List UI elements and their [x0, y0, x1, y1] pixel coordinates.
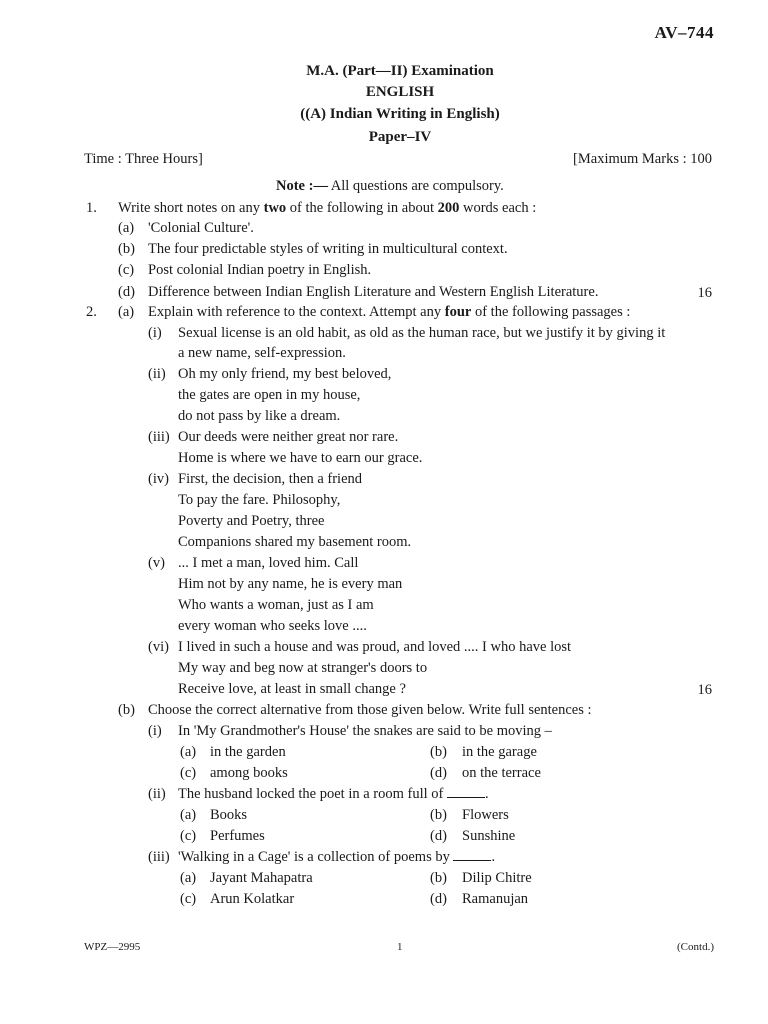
mcq-option-label: (b) — [430, 807, 447, 823]
q1-text: Write short notes on any two of the following in about 200 words each : — [118, 200, 537, 216]
mcq-option-label: (d) — [430, 891, 447, 907]
mcq-label: (i) — [148, 723, 162, 739]
mcq-option-label: (d) — [430, 828, 447, 844]
q1-item-label: (d) — [118, 284, 135, 300]
answer-blank — [447, 785, 485, 798]
passage-label: (iv) — [148, 471, 169, 487]
mcq-option-text: Jayant Mahapatra — [210, 870, 313, 886]
mcq-option-text: Perfumes — [210, 828, 265, 844]
q2a-marks: 16 — [697, 682, 712, 698]
mcq-option-text: on the terrace — [462, 765, 541, 781]
mcq-option-text: Ramanujan — [462, 891, 529, 907]
passage-label: (i) — [148, 325, 162, 341]
mcq-option-label: (b) — [430, 744, 447, 760]
passage-label: (ii) — [148, 366, 166, 382]
mcq-option-text: Dilip Chitre — [462, 870, 532, 886]
continued-label: (Contd.) — [677, 941, 714, 953]
q2a-label: (a) — [118, 304, 135, 320]
q1-item-text: Difference between Indian English Literature and Western English Literature. — [148, 284, 599, 300]
time-allowed: Time : Three Hours] — [84, 151, 203, 167]
mcq-option-label: (a) — [180, 870, 197, 886]
mcq-option-text: in the garage — [462, 744, 537, 760]
mcq-option-text: Arun Kolatkar — [210, 891, 295, 907]
q1-item-label: (a) — [118, 220, 135, 236]
mcq-option-label: (c) — [180, 828, 197, 844]
q2b-text: Choose the correct alternative from those given below. Write full sentences : — [148, 702, 592, 718]
passage-line: Sexual license is an old habit, as old as the human race, but we justify it by giving it — [178, 325, 666, 341]
q1-marks: 16 — [697, 285, 712, 301]
q1-item-label: (c) — [118, 262, 135, 278]
passage-line: a new name, self-expression. — [178, 345, 346, 361]
subject-title: ENGLISH — [365, 84, 435, 100]
passage-label: (v) — [148, 555, 165, 571]
paper-title: ((A) Indian Writing in English) — [300, 106, 500, 122]
passage-line: My way and beg now at stranger's doors to — [178, 660, 428, 676]
paper-number: Paper–IV — [368, 129, 432, 145]
answer-blank — [453, 848, 491, 861]
exam-title: M.A. (Part—II) Examination — [306, 63, 494, 79]
mcq-label: (ii) — [148, 786, 166, 802]
passage-line: Him not by any name, he is every man — [178, 576, 403, 592]
passage-line: Companions shared my basement room. — [178, 534, 412, 550]
passage-line: Poverty and Poetry, three — [178, 513, 325, 529]
passage-line: Receive love, at least in small change ? — [178, 681, 406, 697]
q2-number: 2. — [86, 304, 97, 320]
q2b-label: (b) — [118, 702, 135, 718]
mcq-option-label: (d) — [430, 765, 447, 781]
paper-code: AV–744 — [654, 23, 714, 42]
q1-item-text: Post colonial Indian poetry in English. — [148, 262, 372, 278]
q1-item-text: 'Colonial Culture'. — [148, 220, 254, 236]
passage-label: (vi) — [148, 639, 169, 655]
q1-item-label: (b) — [118, 241, 135, 257]
q1-number: 1. — [86, 200, 97, 216]
mcq-option-text: Sunshine — [462, 828, 516, 844]
passage-line: Home is where we have to earn our grace. — [178, 450, 423, 466]
mcq-option-text: Books — [210, 807, 248, 823]
note-label: Note :— — [276, 178, 328, 194]
q1-item-text: The four predictable styles of writing in multicultural context. — [148, 241, 508, 257]
passage-line: do not pass by like a dream. — [178, 408, 341, 424]
mcq-option-text: among books — [210, 765, 288, 781]
passage-line: I lived in such a house and was proud, and loved .... I who have lost — [178, 639, 572, 655]
mcq-option-text: Flowers — [462, 807, 509, 823]
mcq-label: (iii) — [148, 849, 170, 865]
q2a-text: Explain with reference to the context. Attempt any four of the following passages : — [148, 304, 631, 320]
passage-line: Our deeds were neither great nor rare. — [178, 429, 399, 445]
mcq-option-label: (c) — [180, 891, 197, 907]
mcq-question: In 'My Grandmother's House' the snakes are said to be moving – — [178, 723, 552, 739]
note — [276, 177, 504, 195]
note-text: All questions are compulsory. — [327, 178, 504, 194]
mcq-option-label: (c) — [180, 765, 197, 781]
passage-line: the gates are open in my house, — [178, 387, 361, 403]
mcq-option-text: in the garden — [210, 744, 286, 760]
footer-code: WPZ—2995 — [84, 941, 141, 953]
passage-line: First, the decision, then a friend — [178, 471, 363, 487]
passage-label: (iii) — [148, 429, 170, 445]
mcq-option-label: (b) — [430, 870, 447, 886]
mcq-option-label: (a) — [180, 744, 197, 760]
passage-line: Who wants a woman, just as I am — [178, 597, 374, 613]
passage-line: every woman who seeks love .... — [178, 618, 367, 634]
maximum-marks: [Maximum Marks : 100 — [573, 151, 712, 167]
passage-line: Oh my only friend, my best beloved, — [178, 366, 392, 382]
mcq-question: 'Walking in a Cage' is a collection of poems by . — [178, 849, 496, 865]
passage-line: ... I met a man, loved him. Call — [178, 555, 359, 571]
mcq-option-label: (a) — [180, 807, 197, 823]
passage-line: To pay the fare. Philosophy, — [178, 492, 341, 508]
page-number: 1 — [397, 941, 403, 953]
mcq-question: The husband locked the poet in a room full of . — [178, 786, 489, 802]
